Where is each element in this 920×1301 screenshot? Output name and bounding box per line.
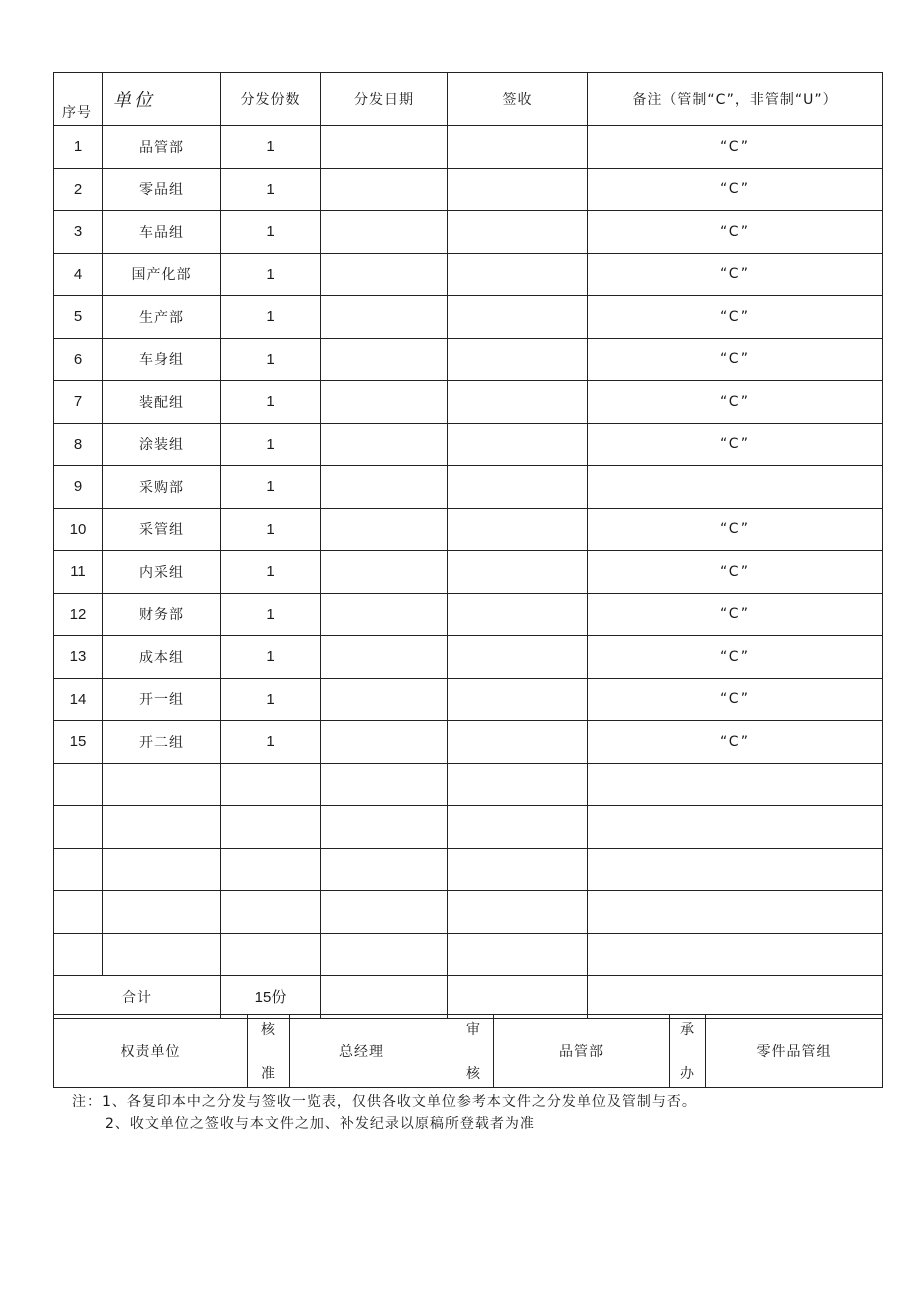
cell-unit: 生产部 [103, 296, 221, 339]
cell-date[interactable] [321, 806, 448, 849]
cell-seq: 15 [54, 721, 103, 764]
table-row [54, 593, 883, 636]
handler-name[interactable]: 零件品管组 [706, 1015, 883, 1088]
distribution-table [53, 72, 883, 1019]
cell-sign[interactable] [448, 806, 588, 849]
total-date[interactable] [321, 976, 448, 1019]
cell-sign[interactable] [448, 466, 588, 509]
cell-seq: 10 [54, 508, 103, 551]
cell-date[interactable] [321, 891, 448, 934]
cell-remark: “C” [588, 211, 883, 254]
cell-unit: 零品组 [103, 168, 221, 211]
cell-remark: “C” [588, 126, 883, 169]
handle-label [670, 1015, 706, 1088]
cell-copies: 1 [221, 296, 321, 339]
cell-unit: 成本组 [103, 636, 221, 679]
approver-cell[interactable] [290, 1015, 494, 1088]
cell-unit[interactable] [103, 763, 221, 806]
cell-remark: “C” [588, 508, 883, 551]
cell-date[interactable] [321, 848, 448, 891]
cell-copies[interactable] [221, 763, 321, 806]
cell-sign[interactable] [448, 763, 588, 806]
header-remark: 备注（管制“C”，非管制“U”） [588, 73, 883, 126]
table-row [54, 381, 883, 424]
cell-copies: 1 [221, 721, 321, 764]
cell-sign[interactable] [448, 338, 588, 381]
cell-remark[interactable] [588, 848, 883, 891]
cell-date[interactable] [321, 253, 448, 296]
cell-sign[interactable] [448, 551, 588, 594]
cell-copies: 1 [221, 126, 321, 169]
cell-sign[interactable] [448, 933, 588, 976]
cell-sign[interactable] [448, 126, 588, 169]
cell-sign[interactable] [448, 508, 588, 551]
cell-sign[interactable] [448, 253, 588, 296]
cell-sign[interactable] [448, 211, 588, 254]
cell-date[interactable] [321, 211, 448, 254]
cell-seq: 4 [54, 253, 103, 296]
cell-date[interactable] [321, 678, 448, 721]
total-value: 15份 [221, 976, 321, 1019]
cell-copies: 1 [221, 593, 321, 636]
cell-date[interactable] [321, 338, 448, 381]
cell-unit: 开二组 [103, 721, 221, 764]
table-row [54, 891, 883, 934]
table-row [54, 211, 883, 254]
cell-remark: “C” [588, 168, 883, 211]
cell-copies: 1 [221, 508, 321, 551]
cell-remark: “C” [588, 593, 883, 636]
cell-unit: 开一组 [103, 678, 221, 721]
cell-unit: 车品组 [103, 211, 221, 254]
cell-date[interactable] [321, 126, 448, 169]
cell-seq: 6 [54, 338, 103, 381]
cell-date[interactable] [321, 933, 448, 976]
table-row [54, 126, 883, 169]
cell-copies: 1 [221, 636, 321, 679]
header-row [54, 73, 883, 126]
cell-seq: 3 [54, 211, 103, 254]
cell-seq: 11 [54, 551, 103, 594]
cell-copies: 1 [221, 678, 321, 721]
cell-sign[interactable] [448, 848, 588, 891]
cell-unit: 装配组 [103, 381, 221, 424]
cell-sign[interactable] [448, 593, 588, 636]
cell-sign[interactable] [448, 678, 588, 721]
review-label-top: 审 [466, 1022, 481, 1038]
table-row [54, 678, 883, 721]
table-row [54, 338, 883, 381]
cell-remark: “C” [588, 423, 883, 466]
cell-date[interactable] [321, 636, 448, 679]
header-sign: 签收 [448, 73, 588, 126]
approve-label-top: 核 [261, 1022, 276, 1038]
cell-seq [54, 806, 103, 849]
review-label-bottom: 核 [466, 1066, 481, 1082]
table-row [54, 848, 883, 891]
cell-sign[interactable] [448, 168, 588, 211]
cell-date[interactable] [321, 168, 448, 211]
cell-sign[interactable] [448, 423, 588, 466]
header-unit: 单位 [103, 73, 221, 126]
cell-remark: “C” [588, 721, 883, 764]
cell-sign[interactable] [448, 296, 588, 339]
cell-seq: 13 [54, 636, 103, 679]
cell-copies: 1 [221, 253, 321, 296]
handle-label-bottom: 办 [680, 1066, 695, 1082]
cell-unit[interactable] [103, 848, 221, 891]
footnotes [72, 1091, 697, 1135]
total-row [54, 976, 883, 1019]
table-row [54, 508, 883, 551]
total-remark[interactable] [588, 976, 883, 1019]
cell-remark: “C” [588, 636, 883, 679]
owner-unit-label: 权责单位 [54, 1015, 248, 1088]
cell-seq: 9 [54, 466, 103, 509]
cell-seq: 2 [54, 168, 103, 211]
cell-date[interactable] [321, 551, 448, 594]
cell-unit: 车身组 [103, 338, 221, 381]
cell-date[interactable] [321, 763, 448, 806]
cell-date[interactable] [321, 381, 448, 424]
cell-copies[interactable] [221, 806, 321, 849]
note-2: 2、收文单位之签收与本文件之加、补发纪录以原稿所登载者为准 [105, 1116, 535, 1132]
cell-remark[interactable] [588, 806, 883, 849]
cell-seq [54, 848, 103, 891]
cell-seq: 14 [54, 678, 103, 721]
cell-date[interactable] [321, 593, 448, 636]
cell-sign[interactable] [448, 381, 588, 424]
approver-name: 总经理 [339, 1044, 384, 1060]
cell-sign[interactable] [448, 891, 588, 934]
cell-copies: 1 [221, 423, 321, 466]
table-row [54, 933, 883, 976]
signoff-table [53, 1014, 883, 1088]
table-row [54, 253, 883, 296]
cell-sign[interactable] [448, 636, 588, 679]
signoff-row [54, 1015, 883, 1088]
cell-copies: 1 [221, 466, 321, 509]
cell-remark: “C” [588, 678, 883, 721]
handle-label-top: 承 [680, 1022, 695, 1038]
approve-label-bottom: 准 [261, 1066, 276, 1082]
cell-unit: 采购部 [103, 466, 221, 509]
cell-copies[interactable] [221, 891, 321, 934]
cell-seq: 12 [54, 593, 103, 636]
cell-seq: 7 [54, 381, 103, 424]
table-row [54, 636, 883, 679]
cell-remark: “C” [588, 551, 883, 594]
cell-unit: 采管组 [103, 508, 221, 551]
cell-seq: 8 [54, 423, 103, 466]
cell-unit[interactable] [103, 933, 221, 976]
header-seq: 序号 [54, 73, 103, 126]
cell-date[interactable] [321, 508, 448, 551]
cell-unit: 涂装组 [103, 423, 221, 466]
approve-label [248, 1015, 290, 1088]
cell-remark[interactable] [588, 891, 883, 934]
header-date: 分发日期 [321, 73, 448, 126]
cell-copies[interactable] [221, 848, 321, 891]
cell-remark: “C” [588, 338, 883, 381]
header-copies: 分发份数 [221, 73, 321, 126]
cell-date[interactable] [321, 466, 448, 509]
cell-remark: “C” [588, 381, 883, 424]
cell-remark: “C” [588, 253, 883, 296]
cell-unit[interactable] [103, 806, 221, 849]
table-row [54, 168, 883, 211]
cell-copies: 1 [221, 338, 321, 381]
cell-seq: 5 [54, 296, 103, 339]
cell-copies: 1 [221, 211, 321, 254]
cell-copies[interactable] [221, 933, 321, 976]
total-sign[interactable] [448, 976, 588, 1019]
cell-date[interactable] [321, 296, 448, 339]
cell-copies: 1 [221, 168, 321, 211]
cell-copies: 1 [221, 381, 321, 424]
cell-seq [54, 933, 103, 976]
cell-unit: 财务部 [103, 593, 221, 636]
table-row [54, 721, 883, 764]
table-row [54, 806, 883, 849]
cell-seq [54, 891, 103, 934]
cell-remark[interactable] [588, 763, 883, 806]
reviewer-name[interactable]: 品管部 [494, 1015, 670, 1088]
cell-remark: “C” [588, 296, 883, 339]
table-row [54, 763, 883, 806]
cell-unit: 国产化部 [103, 253, 221, 296]
cell-date[interactable] [321, 423, 448, 466]
table-row [54, 296, 883, 339]
cell-date[interactable] [321, 721, 448, 764]
cell-seq [54, 763, 103, 806]
cell-seq: 1 [54, 126, 103, 169]
cell-unit: 内采组 [103, 551, 221, 594]
total-label: 合计 [54, 976, 221, 1019]
cell-copies: 1 [221, 551, 321, 594]
cell-unit: 品管部 [103, 126, 221, 169]
cell-remark [588, 466, 883, 509]
cell-sign[interactable] [448, 721, 588, 764]
cell-remark[interactable] [588, 933, 883, 976]
table-row [54, 423, 883, 466]
note-1: 注：1、各复印本中之分发与签收一览表，仅供各收文单位参考本文件之分发单位及管制与否。 [72, 1094, 697, 1110]
cell-unit[interactable] [103, 891, 221, 934]
table-row [54, 466, 883, 509]
table-row [54, 551, 883, 594]
